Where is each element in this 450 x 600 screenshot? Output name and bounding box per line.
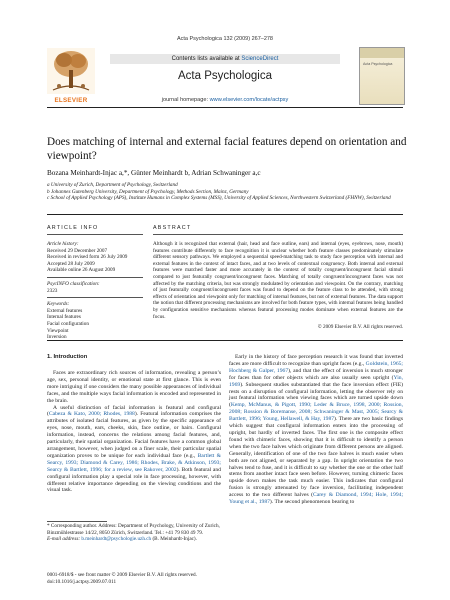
corresponding-author-note: * Corresponding author. Address: Department of Psychology, University of Zurich, Binzmühlestrasse 14/22, 8050 Zürich, Switzerland. Tel.: +41 79 830 49 79. — [47, 523, 220, 536]
keywords-label: Keywords: — [47, 301, 70, 308]
publisher-name: ELSEVIER — [54, 97, 88, 104]
history-received: Received 29 December 2007 — [47, 247, 108, 254]
keyword: Inversion — [47, 334, 67, 341]
homepage-prefix: journal homepage: — [161, 97, 210, 103]
abstract-copyright: © 2009 Elsevier B.V. All rights reserved. — [317, 324, 403, 330]
citation-link[interactable]: Kemp, McManus, & Pigott, 1990; Leder & Bruce, 1998, 2000; Rossion, 2008; Rossion & Boremanse, 2008; Schwaninger & Mast, 2005; Searcy & Bartlett, 1996; Young, Hellawell, & Hay, 1987 — [229, 402, 403, 423]
homepage-link[interactable]: www.elsevier.com/locate/actpsy — [209, 97, 289, 103]
citation-link[interactable]: Cabeza & Kato, 2000; Rhodes, 1988 — [48, 411, 135, 418]
affiliation-b: b Johannes Gutenberg University, Department of Psychology, Methods Section, Mainz, Germany — [47, 188, 249, 195]
psycinfo-code: 2323 — [47, 287, 58, 294]
article-info — [47, 241, 143, 341]
intro-paragraph-2: A useful distinction of facial information is featural and configural (Cabeza & Kato, 2000; Rhodes, 1988). Featural information comprises the attributes of isolated facial features, as given by the specific appearance of eyes, nose, mouth, ears, cheeks, skin, face outline, or hairs. Configural information, instead, concerns the relations among facial features, and, particularly, their spatial organization. Facial features have a common global arrangement, however, when judged on a finer scale, their particular spatial organization proves to be unique for each individual face (e.g., Bartlett & Searcy, 1993; Diamond & Carey, 1986; Rhodes, Brake, & Atkinson, 1993; Searcy & Bartlett, 1996; for a review, see Rakover, 2002). Both featural and configural information play a special role in face processing, however, with different relative importance depending on the viewing conditions and the visual task. — [47, 404, 222, 494]
psycinfo-label: PsycINFO classification: — [47, 280, 100, 287]
history-accepted: Accepted 28 July 2009 — [47, 260, 95, 267]
journal-title: Acta Psychologica — [178, 70, 272, 82]
citation-link[interactable]: Carey & Diamond, 1994; Hole, 1994; Young et al., 1987 — [229, 492, 404, 506]
abstract-heading: ABSTRACT — [153, 225, 192, 231]
footnotes — [47, 523, 221, 543]
abstract-rule — [153, 234, 403, 235]
info-divider — [47, 277, 143, 278]
introduction-heading: 1. Introduction — [47, 354, 88, 360]
journal-reference: Acta Psychologica 132 (2009) 267–278 — [176, 36, 273, 42]
author-list: Bozana Meinhardt-Injac a,*, Günter Meinhardt b, Adrian Schwaninger a,c — [47, 169, 261, 177]
history-label: Article history: — [47, 241, 79, 247]
citation-link[interactable]: Goldstein, 1965; Hochberg & Galper, 1967 — [229, 360, 403, 374]
cover-title: Acta Psychologica — [363, 62, 393, 66]
elsevier-tree-icon — [47, 48, 95, 94]
header-rule — [47, 107, 403, 108]
email-link[interactable]: b.meinhardt@psychologie.uzh.ch — [81, 536, 152, 543]
affiliation-a: a University of Zurich, Department of Psychology, Switzerland — [47, 182, 178, 188]
contents-availability — [110, 54, 340, 64]
citation-link[interactable]: Yin, 1969 — [229, 374, 403, 388]
body-column-right — [229, 354, 403, 506]
footnote-rule — [47, 521, 107, 522]
sciencedirect-link[interactable]: ScienceDirect — [241, 56, 279, 62]
elsevier-logo — [47, 48, 95, 104]
intro-paragraph-1: Faces are extraordinary rich sources of information, revealing a person’s age, sex, personal identity, or emotional state at first glance. This is even more intriguing if one considers the many possible appearances of individual faces, and the multiple ways facial information is encoded and represented in the brain. — [47, 370, 221, 404]
doi-line: doi:10.1016/j.actpsy.2009.07.011 — [47, 578, 117, 585]
body-column-left — [47, 370, 221, 494]
info-rule — [47, 234, 143, 235]
journal-homepage — [110, 97, 340, 103]
title-block-rule — [47, 214, 403, 215]
journal-cover-thumbnail — [359, 47, 405, 105]
article-info-heading: ARTICLE INFO — [47, 225, 99, 231]
keyword: Internal features — [47, 314, 81, 321]
paper-title: Does matching of internal and external facial features depend on orientation and viewpoint? — [47, 136, 407, 162]
citation-link[interactable]: Bartlett & Searcy, 1993; Diamond & Carey, 1986; Rhodes, Brake, & Atkinson, 1993; Searcy & Bartlett, 1996; for a review, see Rakover, 2002 — [47, 452, 221, 473]
intro-paragraph-3: Early in the history of face perception research it was found that inverted faces are more difficult to recognize than upright faces (e.g., Goldstein, 1965; Hochberg & Galper, 1967), and that the effect of inversion is much stronger for faces than for other objects which are also usually seen upright (Yin, 1969). Subsequent studies substantiated that the face inversion effect (FIE) rests on a disruption of configural information, letting the observer rely on just featural information when viewing faces which are turned upside down (Kemp, McManus, & Pigott, 1990; Leder & Bruce, 1998, 2000; Rossion, 2008; Rossion & Boremanse, 2008; Schwaninger & Mast, 2005; Searcy & Bartlett, 1996; Young, Hellawell, & Hay, 1987). There are two basic findings which suggest that configural information enters into the processing of upright, but hardly of inverted faces. The first one is the composite effect found with chimeric faces, showing that it is difficult to identify a person when the two face halves which originate from different persons are aligned. Generally, identification of one of the two face halves is much easier when both are not aligned, or separated by a gap. In upright orientation the two halves tend to fuse, and it is difficult to say whether the one or the other half stems from another intact face seen before. However, turning chimeric faces upside down makes the task much easier. This indicates that configural fusion is strongly attenuated by face inversion, facilitating independent access to the two different halves (Carey & Diamond, 1994; Hole, 1994; Young et al., 1987). The second phenomenon bearing to — [229, 354, 404, 506]
abstract-end-rule — [47, 340, 403, 341]
history-online: Available online 26 August 2009 — [47, 267, 116, 274]
issn-line: 0001-6918/$ - see front matter © 2009 Elsevier B.V. All rights reserved. — [47, 572, 197, 578]
info-divider — [47, 297, 143, 298]
affiliations — [47, 182, 417, 202]
affiliation-c: c School of Applied Psychology (APS), Institute Humans in Complex Systems (MSS), University of Applied Sciences, Northwestern Switzerland (FHNW), Switzerland — [47, 195, 391, 202]
email-note: E-mail address: b.meinhardt@psychologie.uzh.ch (B. Meinhardt-Injac). — [47, 536, 197, 543]
keyword: Viewpoint — [47, 327, 69, 334]
keyword: Facial configuration — [47, 320, 89, 327]
abstract-text: Although it is recognized that external (hair, head and face outline, ears) and internal (eyes, eyebrows, nose, mouth) features contribute differently to face recognition it is unclear whether both feature classes predominately stimulate different sensory pathways. We employed a sequential speed-matching task to study face perception with internal and external features in the context of intact faces, and at two levels of contextual congruency. Both internal and external features were matched faster and more accurately in the context of totally congruent/incongruent facial stimuli compared to just featurally congruent/incongruent faces. Matching of totally congruent/incongruent faces was not affected by the matching criteria, but was strongly modulated by orientation and viewpoint. On the contrary, matching of just featurally congruent/incongruent faces was found to depend on the feature class to be attended, with strong effects of orientation and viewpoint only for matching of internal features, but not of external features. The data support the notion that different processing mechanisms are involved for both feature types, with internal features being handled by configuration sensitive mechanisms whereas featural processing modes dominate when external features are the focus. — [153, 241, 403, 320]
history-revised: Received in revised form 26 July 2009 — [47, 254, 128, 261]
page-footer — [47, 572, 247, 585]
contents-prefix: Contents lists available at — [171, 56, 242, 62]
keyword: External features — [47, 307, 83, 314]
